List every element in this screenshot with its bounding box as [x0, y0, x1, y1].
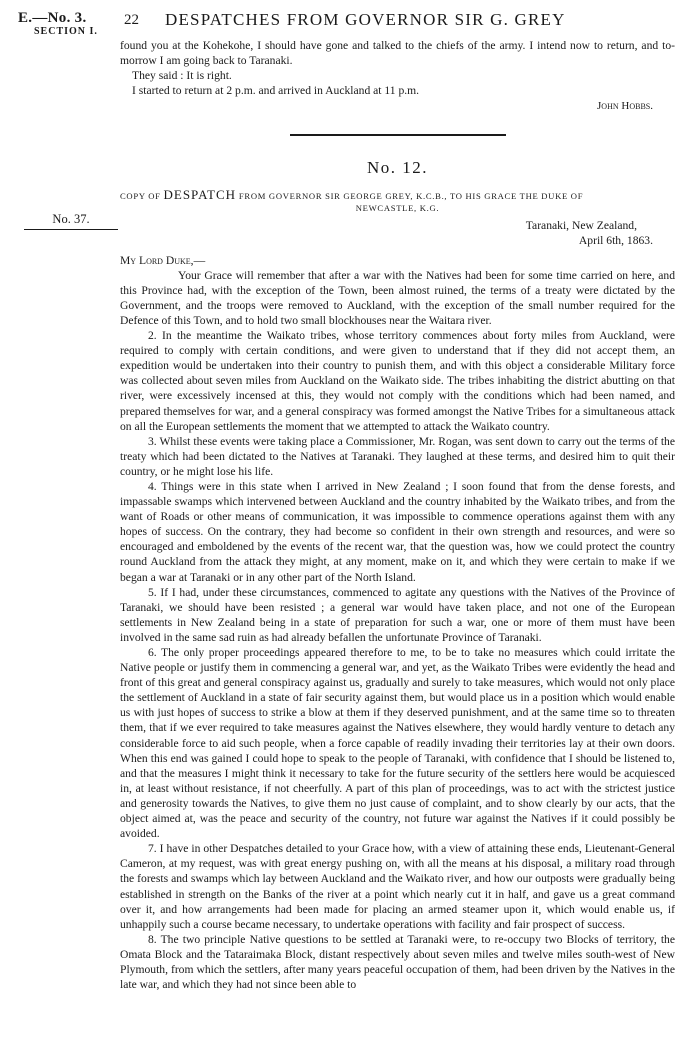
- paragraph: 2. In the meantime the Waikato tribes, whose territory commences about forty miles from Auckland, were required to comply with certain conditions, and were given to understand that if they did not accept them, an expedition would be undertaken into their country to punish them, and with this object a considerable Military force was collected about seven miles from Auckland on the Waikato side. The tribes inhabiting the district abutting on that river, were excessively incensed at this, they would not comply with the conditions which had been named, and prepared themselves for war, and a general conspiracy was formed amongst the Native Tribes for a simultaneous attack on all the European settlements the moment that we attempted to attack the Waikato country.: [120, 329, 675, 433]
- caption-line-2: NEWCASTLE, K.G.: [355, 202, 440, 213]
- series-reference: [18, 10, 108, 37]
- paragraph: 6. The only proper proceedings appeared therefore to me, to be to take no measures which could irritate the Native people or justify them in commencing a general war, and yet, as the Waikato Tribes were evidently the head and front of this great and general conspiracy against us, gradually and surely to take measures, which would not only place the settlement of Auckland in a state of fair security against them, but would place us in a position which would enable us with just hopes of success to strike a blow at them if they deserved punishment, and at the same time so to threaten them, that if we ever required to take measures against the Natives elsewhere, they would hardly venture to detach any considerable force to aid such people, when a force capable of readily invading their territories lay at their own doors. When this end was gained I could hope to speak to the people of Taranaki, with confidence that I should be listened to, and that the measures I might think it necessary to take for the future security of the settlers here would be acquiesced in, at least without resistance, if not cheerfully. A part of this plan of proceedings, was to act with the strictest justice and generosity towards the Natives, to give them no just cause of complaint, and to show clearly by our acts, that the object aimed at, was the peace and security of the country, not future war against the Natives if it could possibly be avoided.: [120, 646, 675, 841]
- despatch-body: [120, 268, 675, 993]
- paragraph: 3. Whilst these events were taking place a Commissioner, Mr. Rogan, was sent down to carry out the terms of the treaty which had been dictated to the Natives at Taranaki. They laughed at these terms, and desired him to quit their country, or he might lose his life.: [120, 434, 675, 478]
- caption-lead: COPY OF: [120, 190, 161, 201]
- paragraph: 7. I have in other Despatches detailed to your Grace how, with a view of attaining these ends, Lieutenant-General Cameron, at my request, was with great energy pushing on, with all the means at his disposal, a military road through the forests and swamps which lay between Auckland and the Waikato river, and how our outposts were gradually being established in strength on the Banks of the river at a point which nearly cut it in half, and gave us a great command over it, and how arrangements had been made for placing an armed steamer upon it, which would enable us, if unhappily such a course became necessary, to undertake operations with facility and fair prospect of success.: [120, 842, 675, 931]
- running-title: DESPATCHES FROM GOVERNOR SIR G. GREY: [165, 10, 566, 29]
- salutation: My Lord Duke,—: [120, 253, 206, 267]
- series-number: E.—No. 3.: [18, 10, 87, 26]
- caption-word: DESPATCH: [163, 186, 237, 202]
- dateline-date: April 6th, 1863.: [578, 233, 653, 247]
- despatch-caption: [120, 186, 675, 214]
- previous-despatch-line: I started to return at 2 p.m. and arrived in Auckland at 11 p.m.: [132, 84, 420, 98]
- signature: John Hobbs.: [597, 100, 653, 113]
- page-number: 22: [124, 12, 139, 28]
- page-content: [120, 38, 675, 992]
- section-divider: [290, 134, 506, 136]
- previous-despatch-line: They said : It is right.: [132, 69, 232, 83]
- section-label: SECTION I.: [34, 26, 98, 37]
- margin-despatch-number-text: No. 37.: [24, 212, 118, 230]
- margin-despatch-number: [24, 212, 118, 230]
- despatch-number: No. 12.: [366, 158, 429, 178]
- paragraph: 5. If I had, under these circumstances, commenced to agitate any questions with the Natives of the Province of Taranaki, we should have been resisted ; a general war would have taken place, and not one of the European settlements in New Zealand being in a state of preparation for such a war, one or more of them must have been involved in the same sad ruin as had already befallen the unfortunate Province of Taranaki.: [120, 585, 675, 644]
- paragraph: 8. The two principle Native questions to be settled at Taranaki were, to re-occupy two Blocks of territory, the Omata Block and the Tataraimaka Block, distant respectively about seven miles and twelve miles south-west of New Plymouth, from which the settlers, after many years peaceful occupation of them, had been driven by the Natives in the late war, and which they had not since been able to: [120, 932, 675, 992]
- paragraph: 4. Things were in this state when I arrived in New Zealand ; I soon found that from the dense forests, and impassable swamps which intervened between Auckland and the country inhabited by the Waikato tribes, and from the want of Roads or other means of communication, it was impossible to commence operations against them with any hopes of success. On the contrary, they had become so confident in their own strength and resources, and were so encouraged and emboldened by the events of the recent war, that the question was, how we could protect the country round Auckland from the attack they might, at any moment, make on it, and which they were certain to make if we began a war at Taranaki or in any other part of the North Island.: [120, 479, 675, 584]
- paragraph: Your Grace will remember that after a war with the Natives had been for some time carried on here, and this Province had, with the exception of the Town, been almost ruined, the terms of a treaty were dictated by the Government, and the troops were removed to Auckland, with the exception of the small number required for the Defence of this Town, and to hold two small blockhouses near the Waitara river.: [120, 268, 675, 327]
- caption-rest: FROM GOVERNOR SIR GEORGE GREY, K.C.B., TO HIS GRACE THE DUKE OF: [238, 190, 584, 201]
- dateline: [120, 218, 675, 248]
- previous-despatch-line: found you at the Kohekohe, I should have gone and talked to the chiefs of the army. I intend now to return, and to-morrow I am going back to Taranaki.: [120, 39, 675, 68]
- dateline-place: Taranaki, New Zealand,: [525, 218, 637, 232]
